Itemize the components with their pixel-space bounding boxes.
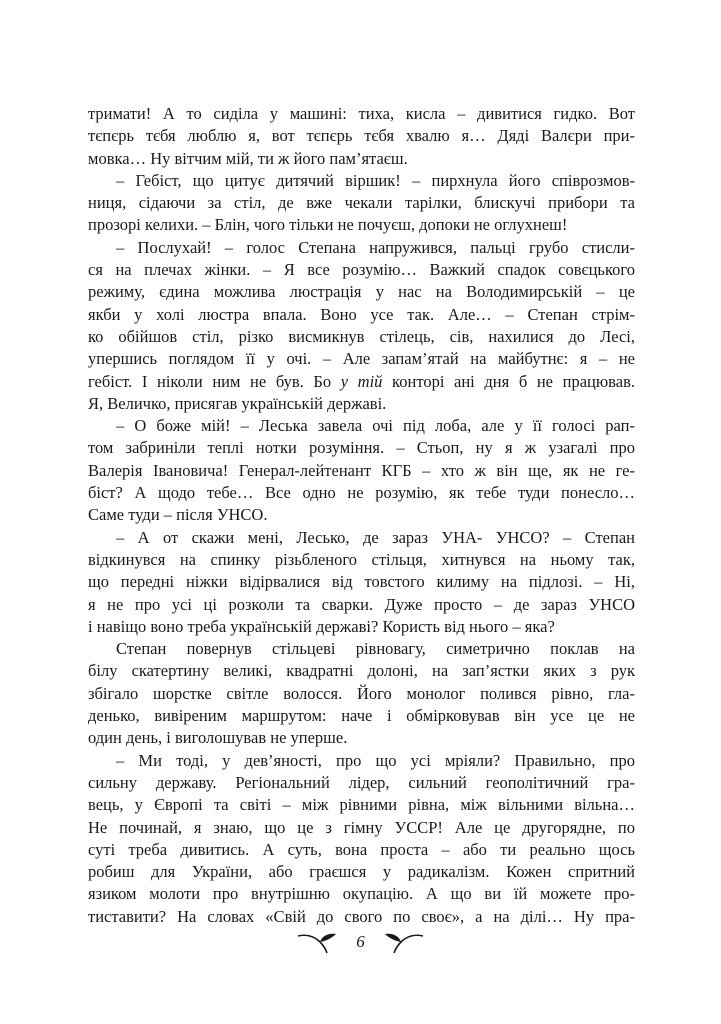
text-line: мовка… Ну вітчим мій, ти ж його пам’ятаєш.	[88, 148, 408, 168]
text-line: гебіст. І ніколи ним не був. Бо у тій конторі ані дня б не працював.	[88, 371, 635, 391]
text-line: що передні ніжки відірвалися від товстого килиму на підлозі. – Ні,	[88, 572, 635, 592]
text-line: – Послухай! – голос Степана напружився, пальці грубо стисли-	[116, 237, 635, 257]
leaf-ornament-left-icon	[296, 930, 338, 954]
text-line: тиставити? На словах «Свій до свого по своє», а на ділі… Ну пра-	[88, 906, 635, 926]
text-line: ко обійшов стіл, різко висмикнув стілець, сів, нахилися до Лесі,	[88, 326, 635, 346]
text-line: суті треба дивитись. А суть, вона проста – або ти реально щось	[88, 839, 635, 859]
text-line: тєпєрь тєбя люблю я, вот тєпєрь тєбя хвалю я… Дяді Валєри при-	[88, 126, 635, 146]
text-line: прозорі келихи. – Блін, чого тільки не почуєш, допоки не оглухнеш!	[88, 215, 568, 235]
italic-fragment: у тій	[340, 371, 383, 391]
page-number: 6	[356, 932, 365, 951]
text-line: один день, і виголошував не уперше.	[88, 728, 348, 748]
text-line: Валерія Івановича! Генерал-лейтенант КГБ – хто ж він ще, як не ге-	[88, 460, 635, 480]
text-line: тримати! А то сиділа у машині: тиха, кисла – дивитися гидко. Вот	[88, 104, 635, 123]
text-line: – О боже мій! – Леська завела очі під лоба, але у її голосі рап-	[116, 416, 635, 436]
text-line: том забриніли теплі нотки розуміння. – Стьоп, ну я ж узагалі про	[88, 438, 635, 458]
text-line: якби у холі люстра впала. Воно усе так. Але… – Степан стрім-	[88, 304, 635, 324]
text-line: біст? А щодо тебе… Все одно не розумію, як тебе туди понесло…	[88, 483, 635, 503]
text-line: вець, у Європі та світі – між рівними рівна, між вільними вільна…	[88, 795, 635, 815]
text-line: Саме туди – після УНСО.	[88, 505, 268, 525]
text-line: я не про усі ці розколи та сварки. Дуже просто – де зараз УНСО	[88, 594, 635, 614]
text-line: – Ми тоді, у дев’яності, про що усі мріяли? Правильно, про	[116, 750, 635, 770]
text-line: Я, Величко, присягав українській державі.	[88, 393, 387, 413]
text-line: Степан повернув стільцеві рівновагу, симетрично поклав на	[116, 639, 635, 659]
page-footer	[0, 930, 721, 960]
text-line: білу скатертину великі, квадратні долоні, на зап’ястки яких з рук	[88, 661, 635, 681]
text-line: – Гебіст, що цитує дитячий віршик! – пирхнула його співрозмов-	[116, 170, 635, 190]
text-line: сильну державу. Регіональний лідер, сильний геополітичний гра-	[88, 772, 635, 792]
leaf-ornament-right-icon	[383, 930, 425, 954]
text-line: ниця, сідаючи за стіл, де вже чекали тарілки, блискучі прибори та	[88, 193, 635, 213]
text-line: Не починай, я знаю, що це з гімну УССР! Але це другорядне, по	[88, 817, 635, 837]
text-line: денько, вивіреним маршрутом: наче і обмірковував він усе це не	[88, 706, 635, 726]
page-body	[88, 103, 635, 928]
text-line: робиш для України, або граєшся у радикалізм. Кожен спритний	[88, 862, 635, 882]
text-line: упершись поглядом її у очі. – Але запам’ятай на майбутнє: я – не	[88, 349, 635, 369]
text-line: і навіщо воно треба українській державі? Користь від нього – яка?	[88, 616, 555, 636]
text-line: збігало шорстке світле волосся. Його монолог полився рівно, гла-	[88, 683, 635, 703]
text-line: відкинувся на спинку різьбленого стільця, хитнувся на ньому так,	[88, 549, 635, 569]
text-line: ся на плечах жінки. – Я все розумію… Важкий спадок совєцького	[88, 260, 635, 280]
text-line: язиком молоти про внутрішню окупацію. А що ви їй можете про-	[88, 884, 635, 904]
text-line: – А от скажи мені, Лесько, де зараз УНА- УНСО? – Степан	[116, 527, 635, 547]
text-line: режиму, єдина можлива люстрація у нас на Володимирській – це	[88, 282, 635, 302]
